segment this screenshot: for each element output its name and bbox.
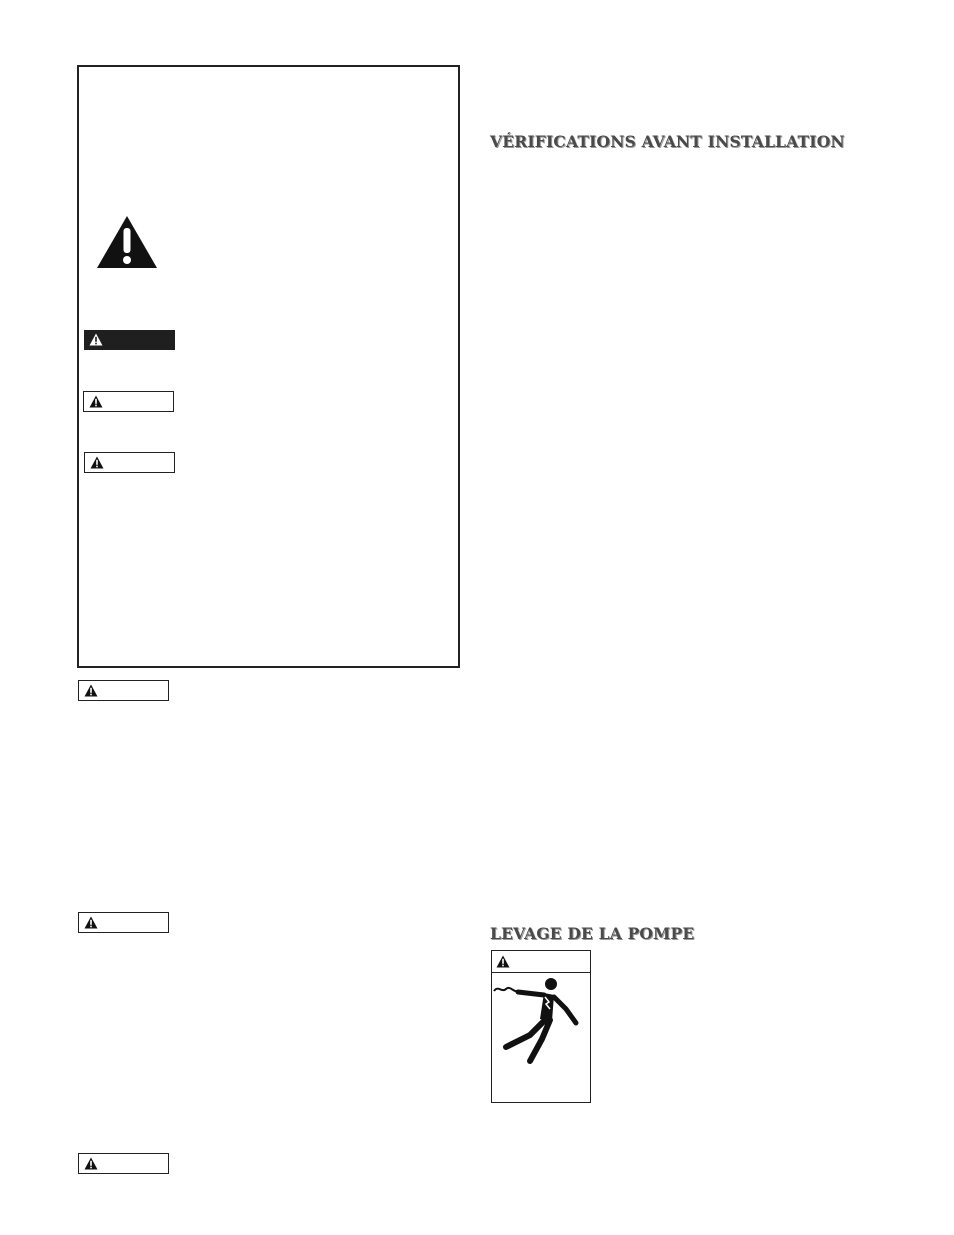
alert-triangle-icon [90,456,104,469]
alert-triangle-icon [84,684,98,697]
warning-label-2 [78,912,169,933]
electric-shock-icon [492,973,589,1101]
electric-shock-warning-box [491,950,591,1103]
pre-installation-checks-heading: VÉRIFICATIONS AVANT INSTALLATION [490,132,845,151]
safety-instructions-box [77,65,460,668]
warning-signal-label [83,391,174,412]
pump-lifting-heading: LEVAGE DE LA POMPE [490,924,695,943]
alert-triangle-icon [89,333,103,346]
alert-triangle-icon [84,916,98,929]
alert-triangle-icon [496,955,510,968]
alert-triangle-icon [84,1157,98,1170]
shock-warning-header [492,951,590,973]
warning-label-3 [78,1153,169,1174]
caution-signal-label [84,452,175,473]
danger-signal-label [84,330,175,350]
safety-alert-triangle-icon [95,214,159,270]
warning-label-1 [78,680,169,701]
alert-triangle-icon [89,395,103,408]
